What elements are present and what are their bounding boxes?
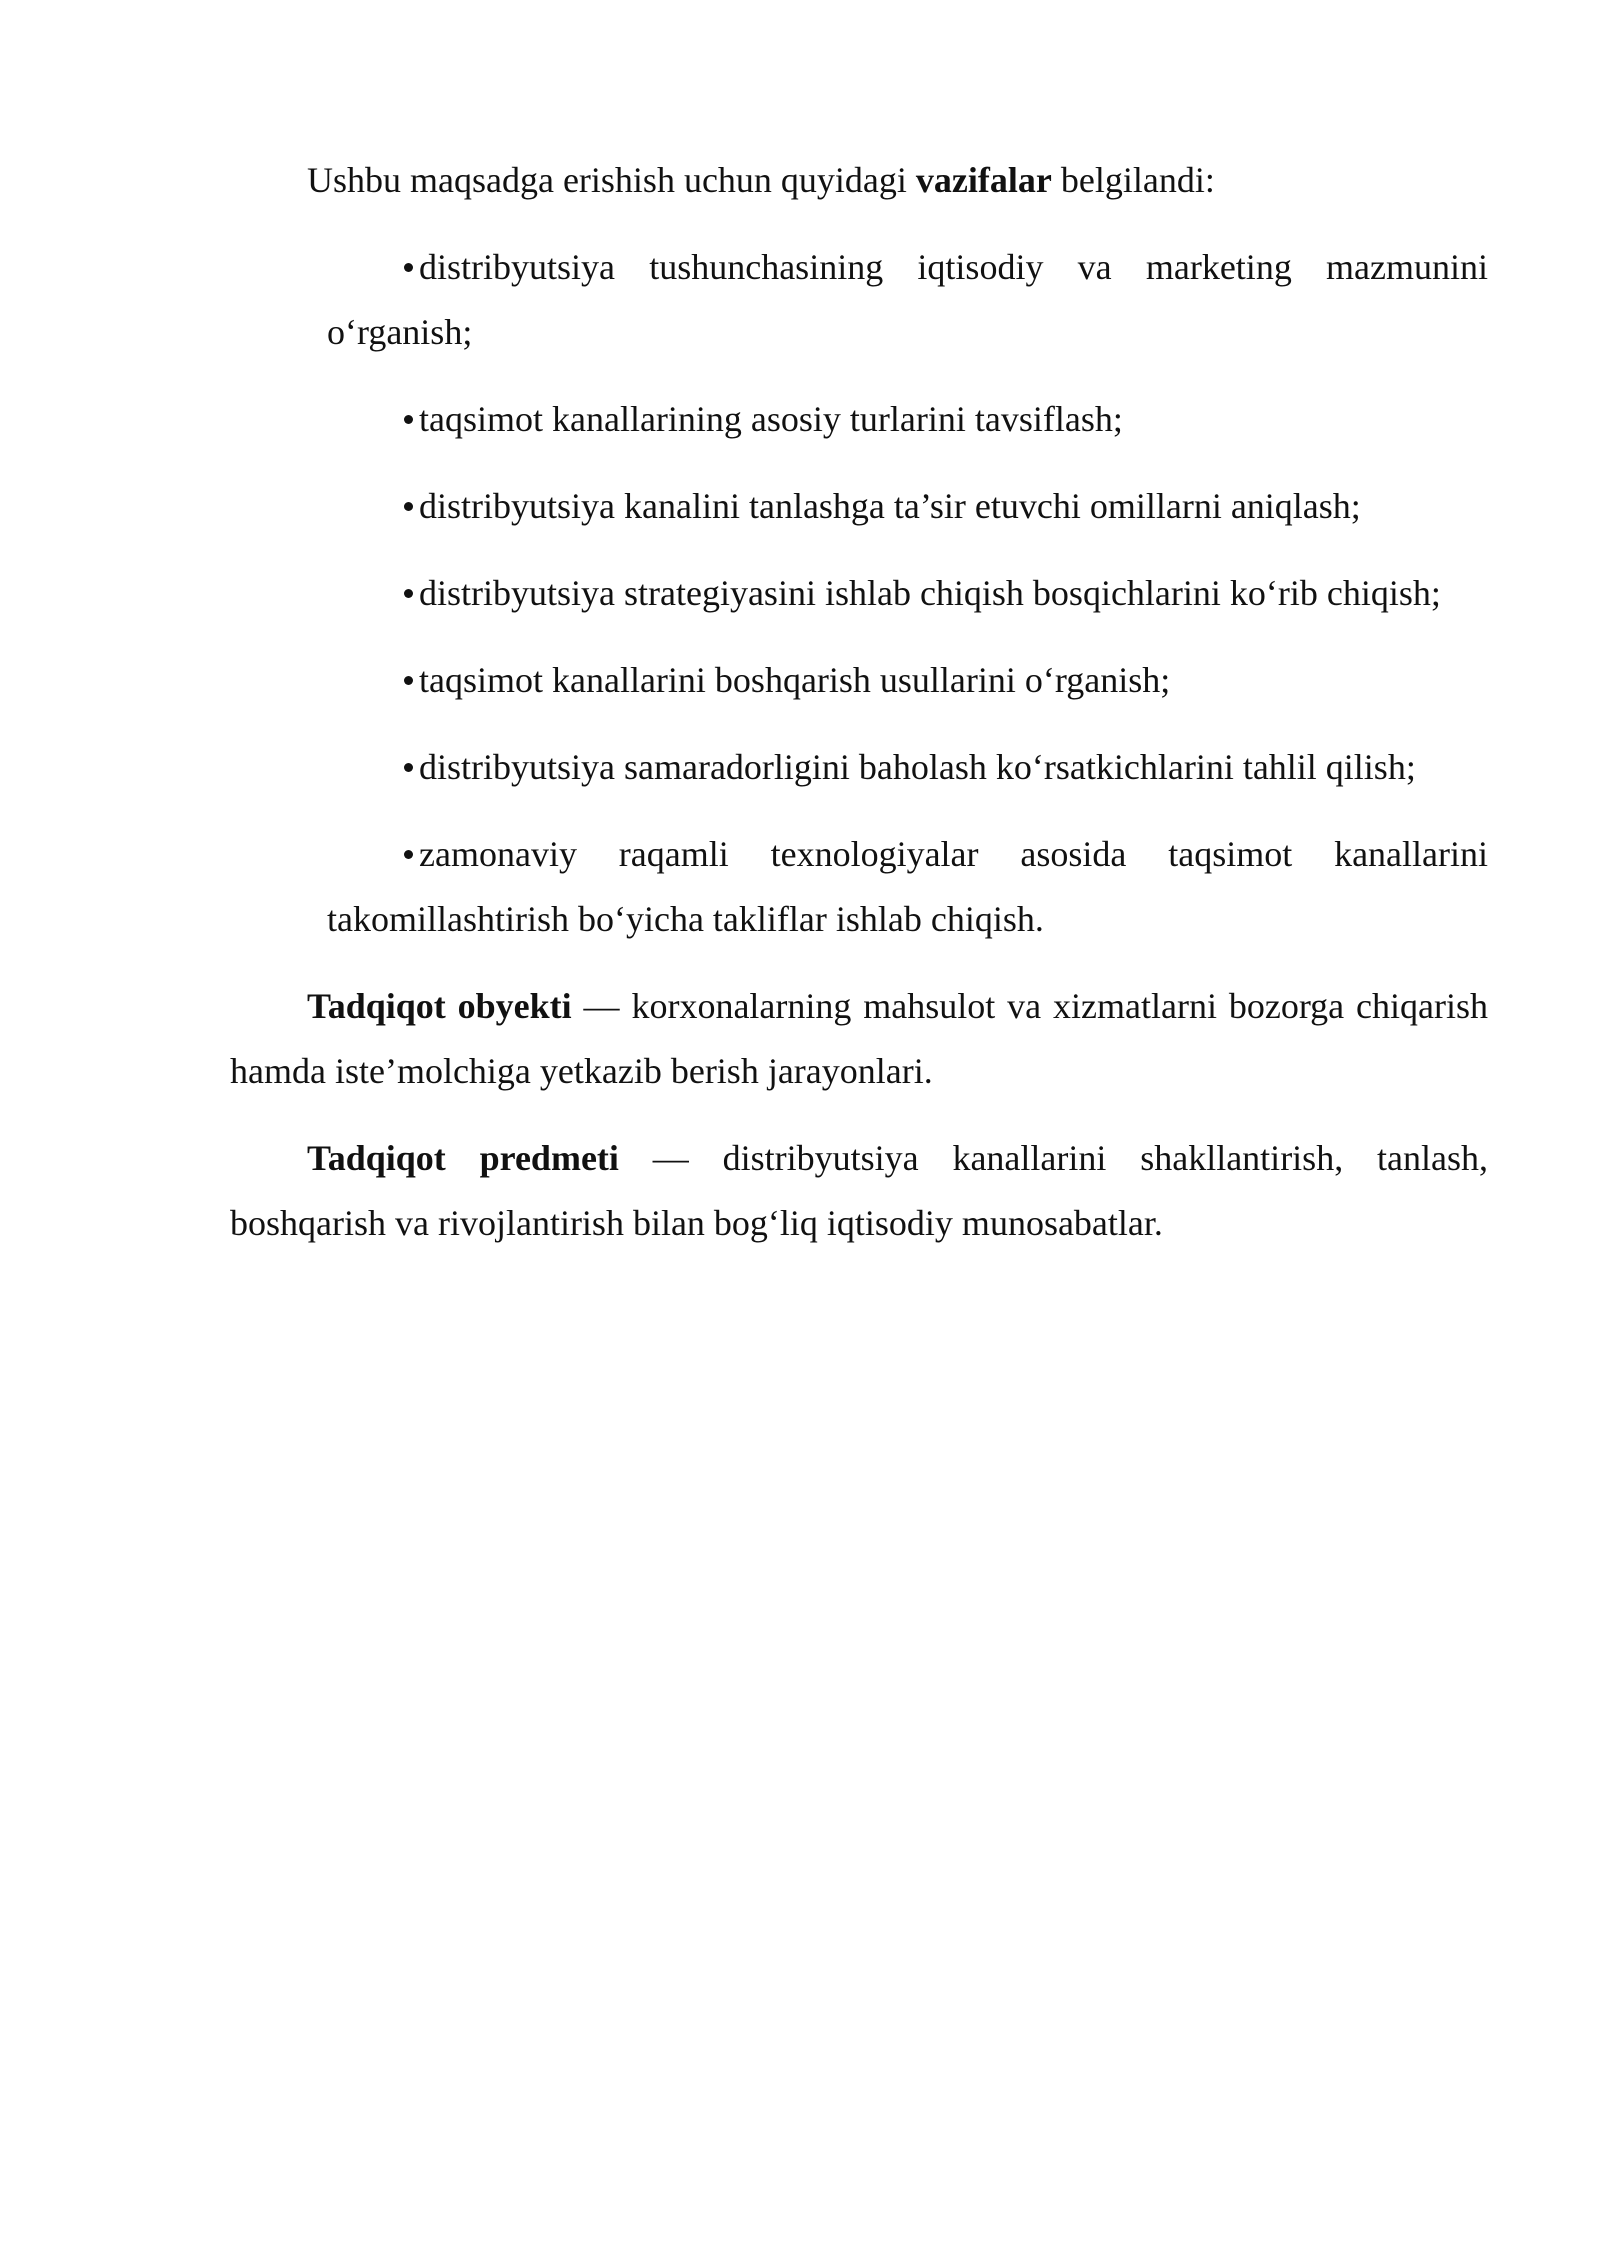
intro-text-after: belgilandi: <box>1051 160 1215 200</box>
research-subject-text: — distribyutsiya kanallarini shakllantirish, tanlash, boshqarish va rivojlantirish bilan bog‘liq iqtisodiy munosabatlar. <box>230 1138 1489 1243</box>
bullet-icon <box>404 589 413 598</box>
list-item <box>327 235 1488 365</box>
tasks-list <box>230 235 1488 952</box>
bullet-icon <box>404 850 413 859</box>
list-item-text: taqsimot kanallarining asosiy turlarini tavsiflash; <box>419 399 1123 439</box>
list-item-text: zamonaviy raqamli texnologiyalar asosida taqsimot kanallarini takomillashtirish bo‘yicha takliflar ishlab chiqish. <box>327 834 1488 939</box>
bullet-icon <box>404 502 413 511</box>
research-subject-term: Tadqiqot predmeti <box>307 1138 619 1178</box>
list-item-text: taqsimot kanallarini boshqarish usullarini o‘rganish; <box>419 660 1171 700</box>
bullet-icon <box>404 676 413 685</box>
list-item <box>327 822 1488 952</box>
research-object-text: — korxonalarning mahsulot va xizmatlarni bozorga chiqarish hamda iste’molchiga yetkazib berish jarayonlari. <box>230 986 1488 1091</box>
page-body <box>230 148 1488 1278</box>
list-item <box>327 387 1488 452</box>
list-item-text: distribyutsiya strategiyasini ishlab chiqish bosqichlarini ko‘rib chiqish; <box>419 573 1441 613</box>
list-item-text: distribyutsiya kanalini tanlashga ta’sir etuvchi omillarni aniqlash; <box>419 486 1361 526</box>
research-subject-paragraph <box>230 1126 1488 1256</box>
list-item <box>327 474 1488 539</box>
bullet-icon <box>404 763 413 772</box>
list-item <box>327 735 1488 800</box>
bullet-icon <box>404 263 413 272</box>
list-item <box>327 561 1488 626</box>
bullet-icon <box>404 415 413 424</box>
list-item-text: distribyutsiya samaradorligini baholash ko‘rsatkichlarini tahlil qilish; <box>419 747 1416 787</box>
tasks-intro-paragraph <box>230 148 1488 213</box>
intro-bold-term: vazifalar <box>915 160 1052 200</box>
research-object-paragraph <box>230 974 1488 1104</box>
research-object-term: Tadqiqot obyekti <box>307 986 572 1026</box>
list-item <box>327 648 1488 713</box>
intro-text-before: Ushbu maqsadga erishish uchun quyidagi <box>307 160 916 200</box>
list-item-text: distribyutsiya tushunchasining iqtisodiy va marketing mazmunini o‘rganish; <box>327 247 1488 352</box>
